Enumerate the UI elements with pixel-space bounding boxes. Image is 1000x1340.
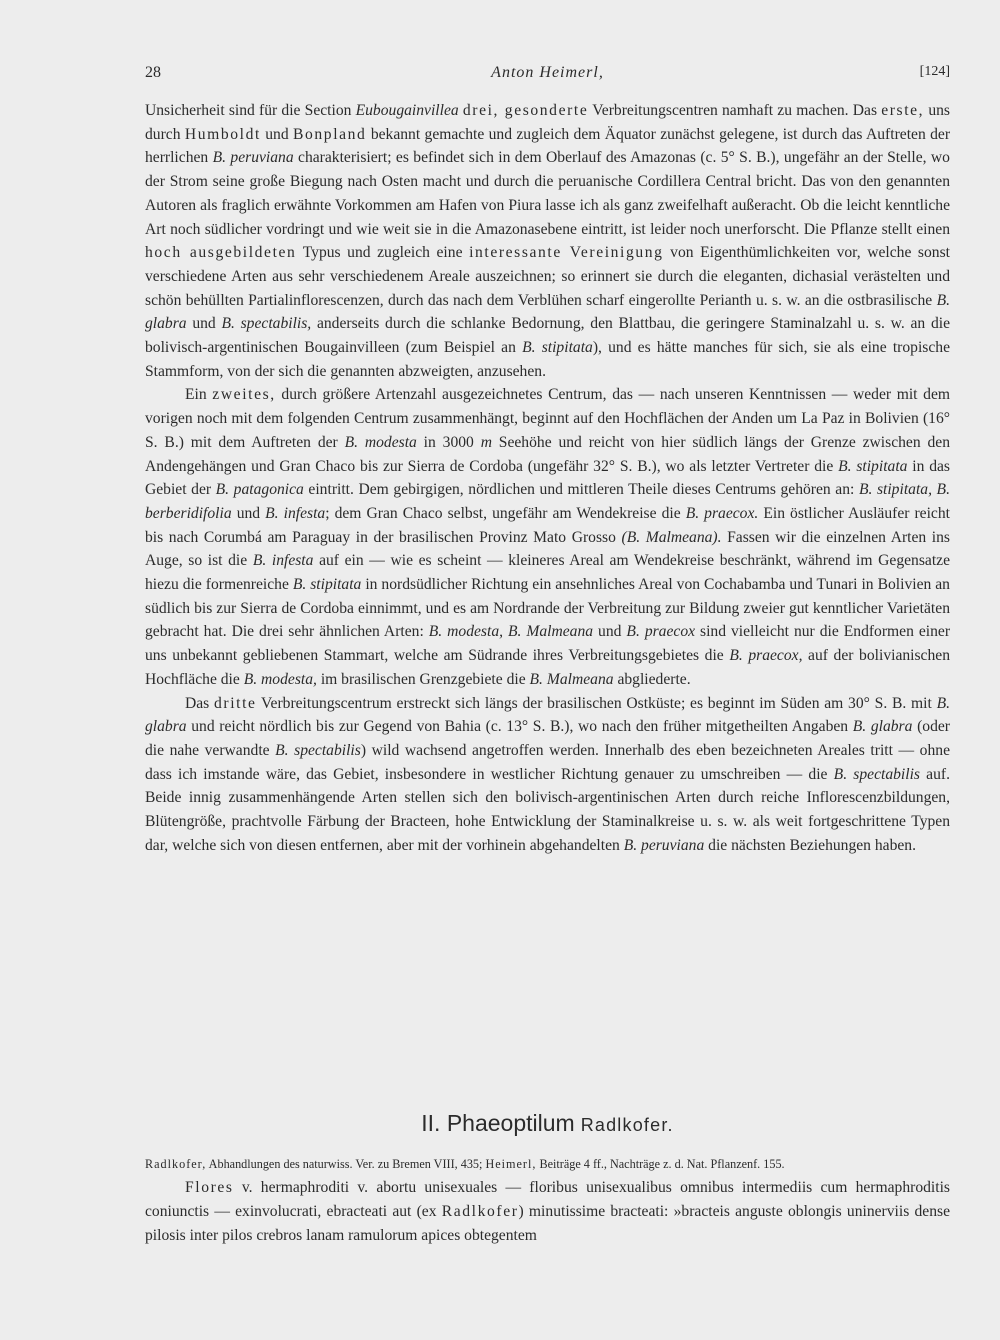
text-run: Beiträge 4 ff., Nachträge z. d. Nat. Pflanzenf. 155. [536,1157,785,1171]
text-run: charakterisiert; es befindet sich in dem Oberlauf des Amazonas (c. 5° S. B.), ungefähr an der Stelle, wo der Strom seine große Biegung nach Osten macht und durch die peruanische Cordillera Central bricht. Das von den genannten Autoren als fraglich erwähnte Vorkommen am Hafen von Piura lasse ich als ganz zweifelhaft außeracht. Ob die leicht kenntliche Art noch südlicher vordringt und wie weit sie in die Amazonasebene eintritt, ist leider noch unerforscht. Die Pflanze stellt einen [145,149,950,238]
text-run: und [186,315,222,333]
italic-term: B. modesta, [243,670,317,688]
text-run: Ein östlicher Ausläufer reicht bis nach Corumbá am Paraguay in der brasilischen Provinz Mato Grosso [145,504,950,546]
italic-term: B. glabra [145,291,950,333]
page-header [145,64,950,88]
text-run: Fassen wir die einzelnen Arten ins Auge, so ist die [145,528,950,570]
text-run: Das [185,694,215,712]
literature-reference [145,1155,950,1173]
italic-term: B. patagonica [215,481,304,499]
text-run: ), und es hätte manches für sich, sie als eine tropische Stammform, von der sich die genannten abzweigten, anzusehen. [145,339,950,380]
italic-term: m [480,433,492,451]
spaced-emphasis: dritte [214,694,257,712]
italic-term: B. Malmeana [529,670,614,688]
running-title: Anton Heimerl, [491,64,604,81]
italic-term: B. infesta [265,504,326,522]
italic-term: B. peruviana [623,836,705,854]
italic-term: B. glabra [145,694,950,736]
text-run: (oder die nahe verwandte [145,718,950,759]
text-run: bekannt gemachte und zugleich dem Äquator zunächst gelegene, ist durch das Auftreten der herrlichen [145,125,951,167]
text-run: die nächsten Beziehungen haben. [704,836,916,854]
body-paragraph [145,99,950,383]
text-run: Abhandlungen des naturwiss. Ver. zu Bremen VIII, 435; [206,1157,486,1171]
text-run: sind vielleicht nur die Endformen einer uns unbekannt gebliebenen Stammart, welche am Südrande ihres Verbreitungsgebietes die [145,623,951,665]
spaced-emphasis: Heimerl, [485,1157,537,1171]
italic-term: B. modesta [344,433,417,451]
italic-term: B. spectabilis [275,741,361,759]
spaced-emphasis: Bonpland [293,125,367,143]
italic-term: B. peruviana [212,149,294,167]
italic-term: (B. Malmeana). [621,528,722,546]
text-run: Verbreitungscentren namhaft zu machen. Das [588,102,882,119]
text-run: und reicht nördlich bis zur Gegend von Bahia (c. 13° S. B.), wo nach den früher mitgetheilten Angaben [186,718,853,736]
text-run: ; dem Gran Chaco selbst, ungefähr am Wendekreise die [325,504,686,522]
text-run: anderseits durch die schlanke Bedornung, den Blattbau, die geringere Staminalzahl u. s. w. an die bolivisch-argentinischen Bougainvilleen (zum Beispiel an [145,315,951,357]
italic-term: B. spectabilis [833,765,920,783]
text-run: abgliederte. [613,670,691,688]
italic-term: B. spectabilis, [221,315,312,333]
text-run: Typus und zugleich eine [296,244,470,262]
italic-term: B. praecox, [729,647,803,665]
page-number: 28 [145,64,161,81]
body-paragraph [145,383,950,691]
italic-term: B. stipitata [522,339,593,357]
italic-term: B. glabra [852,718,913,736]
spaced-emphasis: zweites, [212,386,276,404]
text-run: und [260,125,294,143]
italic-term: B. modesta, B. Malmeana [428,623,594,641]
italic-term: B. stipitata [838,457,908,475]
text-run: eintritt. Dem gebirgigen, nördlichen und mittleren Theile dieses Centrums gehören an: [303,481,859,499]
text-run: uns durch [145,102,951,143]
text-run: in nordsüdlicher Richtung ein ansehnliches Areal von Cochabamba und Tunari in Bolivien an südlich bis zur Sierra de Cordoba einnimmt, und es am Nordrande der Verbreitung zur Bildung zweier gut kenntlicher Varietäten gebracht hat. Die drei sehr ähnlichen Arten: [145,576,950,641]
spaced-emphasis: Humboldt [184,125,261,143]
spaced-emphasis: Radlkofer [441,1203,519,1220]
italic-term: B. praecox [626,623,696,641]
section-author: Radlkofer. [580,1115,674,1135]
spaced-emphasis: Radlkofer, [145,1157,207,1171]
body-paragraph [145,692,950,858]
section-heading [145,1110,950,1137]
text-run: von Eigenthümlichkeiten vor, welche sonst verschiedene Arten aus sehr verschiedenem Areale auszeichnen; so erinnert sie durch die eleganten, dichasial verästelten und schön behüllten Partialinflorescenzen, durch das nach dem Verblühen scharf eingerollte Perianth u. s. w. an die ostbrasilische [145,244,950,309]
text-run: im brasilischen Grenzgebiete die [316,670,530,688]
text-run: Ein [185,386,213,404]
text-run: und [231,504,266,522]
text-run: Verbreitungscentrum erstreckt sich längs der brasilischen Ostküste; es beginnt im Süden am 30° S. B. mit [256,694,937,712]
text-run: ) minutissime bracteati: »bracteis anguste oblongis uninerviis dense pilosis inter pilos crebros lanam ramulorum apices obtegentem [145,1203,951,1244]
italic-term: Eubougainvillea [355,102,459,119]
italic-term: B. stipitata, B. berberidifolia [145,481,950,522]
text-run: auf der bolivianischen Hochfläche die [145,647,950,688]
spaced-emphasis: drei, gesonderte [462,102,589,119]
spaced-emphasis: interessante Vereinigung [469,244,664,262]
text-run: durch größere Artenzahl ausgezeichnetes Centrum, das — nach unseren Kenntnissen — weder mit dem vorigen noch mit dem folgenden Centrum zusammenhängt, beginnt auf den Hochflächen der Anden um La Paz in Bolivien (16° S. B.) mit dem Auftreten der [145,386,950,451]
text-run: und [593,623,627,641]
text-run: Unsicherheit sind für die Section [145,102,356,119]
text-run: in das Gebiet der [145,457,950,499]
body-text [145,99,950,858]
description-paragraph [145,1176,950,1248]
section-title: II. Phaeoptilum [421,1110,575,1136]
text-run: in 3000 [416,433,481,451]
text-run: auf. Beide innig zusammenhängende Arten stellen sich den bolivisch-argentinischen Arten durch reiche Inflorescenzbildungen, Blütengröße, prachtvolle Färbung der Bracteen, hohe Entwicklung der Staminalkreise u. s. w. als weit fortgeschrittene Typen dar, welche sich von diesen entfernen, aber mit der vorhinein abgehandelten [145,765,950,854]
text-run: auf ein — wie es scheint — kleineres Areal am Wendekreise beschränkt, während im Gegensatze hiezu die formenreiche [145,552,951,594]
text-run: ) wild wachsend angetroffen werden. Innerhalb des eben bezeichneten Areales tritt — ohne dass ich imstande wäre, das Gebiet, insbesondere in westlicher Richtung genauer zu umschreiben — die [145,741,950,783]
page-reference: [124] [919,64,950,79]
spaced-emphasis: Flores [185,1179,234,1196]
genus-description [145,1176,950,1248]
spaced-emphasis: erste, [881,102,925,119]
italic-term: B. infesta [252,552,314,570]
italic-term: B. stipitata [292,576,362,594]
text-run: v. hermaphroditi v. abortu unisexuales — floribus unisexualibus omnibus intermediis cum hermaphroditis coniunctis — exinvolucrati, ebracteati aut (ex [145,1179,950,1220]
spaced-emphasis: hoch ausgebildeten [145,244,297,262]
italic-term: B. praecox. [685,504,759,522]
text-run: Seehöhe und reicht von hier südlich längs der Grenze zwischen den Andengehängen und Gran Chaco bis zur Sierra de Cordoba (ungefähr 32° S. B.), wo als letzter Vertreter die [145,433,951,475]
